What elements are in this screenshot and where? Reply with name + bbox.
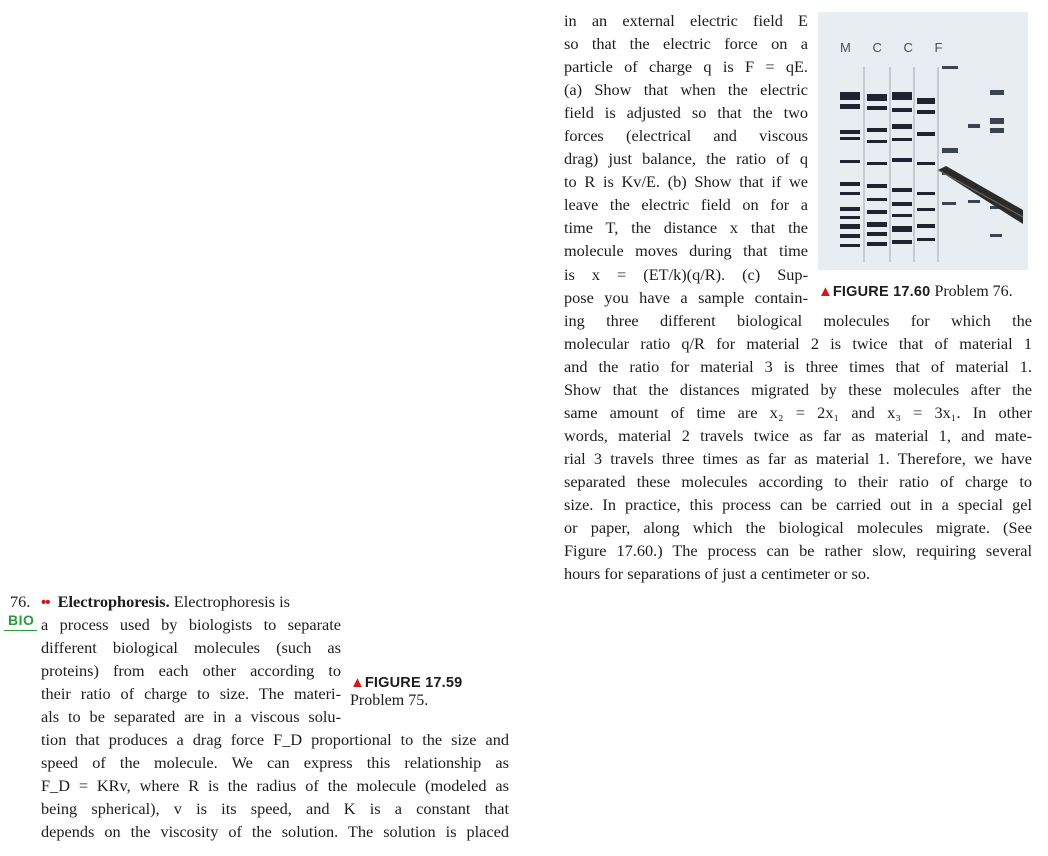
problem-heading-line <box>41 590 341 613</box>
text-line: depends on the viscosity of the solution. The solution is placed <box>41 822 509 842</box>
text-line: separated these molecules according to their ratio of charge to <box>564 471 1032 491</box>
text-line: F_D = KRv, where R is the radius of the molecule (modeled as <box>41 776 509 796</box>
text-line: is x = (ET/k)(q/R). (c) Sup- <box>564 264 808 284</box>
text-line: drag) just balance, the ratio of q <box>564 149 808 169</box>
text-line: their ratio of charge to size. The materi- <box>41 684 341 704</box>
difficulty-dots-icon: •• <box>41 594 50 611</box>
bio-tag-underline <box>4 630 37 631</box>
problem-76-text <box>41 590 341 728</box>
text-line: hours for separations of just a centimeter or so. <box>564 564 871 584</box>
figure-label: FIGURE 17.60 <box>832 284 931 300</box>
figure-17-60-caption <box>818 279 1043 302</box>
text-line: field is adjusted so that the two <box>564 103 808 123</box>
text-line: to R is Kv/E. (b) Show that if we <box>564 172 808 192</box>
figure-caption: Problem 75. <box>350 692 429 710</box>
gel-electrophoresis-photo <box>818 12 1028 270</box>
figure-caption: Problem 76. <box>934 283 1013 300</box>
text-line: ing three different biological molecules for which the <box>564 310 1032 330</box>
text-line: tion that produces a drag force F_D proportional to the size and <box>41 730 509 750</box>
text-line: and the ratio for material 3 is three times that of material 1. <box>564 356 1032 376</box>
problem-title: Electrophoresis. <box>57 592 170 611</box>
text-line: particle of charge q is F = qE. <box>564 57 808 77</box>
text-line: leave the electric field on for a <box>564 195 808 215</box>
right-column-body-text <box>564 309 1032 586</box>
text-line: so that the electric force on a <box>564 34 808 54</box>
text-line: als to be separated are in a viscous solu- <box>41 707 341 727</box>
problem-76-text-wide <box>41 728 509 843</box>
triangle-icon: ▲ <box>818 283 833 300</box>
text-line: molecule moves during that time <box>564 241 808 261</box>
right-column-top-text <box>564 9 808 309</box>
text-line: a process used by biologists to separate <box>41 615 341 635</box>
text-line: pose you have a sample contain- <box>564 287 808 307</box>
figure-label: FIGURE 17.59 <box>364 675 463 691</box>
text-line: rial 3 travels three times as far as material 1. Therefore, we have <box>564 448 1032 468</box>
text-line: different biological molecules (such as <box>41 638 341 658</box>
text-line: speed of the molecule. We can express this relationship as <box>41 753 509 773</box>
triangle-icon: ▲ <box>350 674 365 691</box>
bio-tag: BIO <box>8 612 35 628</box>
text-line: or paper, along which the biological molecules migrate. (See <box>564 518 1032 538</box>
text-line: time T, the distance x that the <box>564 218 808 238</box>
text-line: molecular ratio q/R for material 2 is twice that of material 1 <box>564 333 1032 353</box>
problem-first-line-rest: Electrophoresis is <box>173 592 290 611</box>
problem-number-text: 76. <box>10 592 31 611</box>
text-line: in an external electric field E <box>564 11 808 30</box>
text-line: proteins) from each other according to <box>41 661 341 681</box>
text-line: size. In practice, this process can be carried out in a special gel <box>564 494 1032 514</box>
lane-labels: M C C F <box>840 40 952 55</box>
text-line: Figure 17.60.) The process can be rather slow, requiring several <box>564 541 1032 561</box>
text-line: words, material 2 travels twice as far as material 1, and mate- <box>564 425 1032 445</box>
text-line: same amount of time are x₂ = 2x₁ and x₃ = 3x₁. In other <box>564 402 1032 422</box>
text-line: (a) Show that when the electric <box>564 80 808 100</box>
text-line: Show that the distances migrated by these molecules after the <box>564 379 1032 399</box>
figure-17-59-caption <box>350 670 490 712</box>
text-line: being spherical), v is its speed, and K is a constant that <box>41 799 509 819</box>
text-line: forces (electrical and viscous <box>564 126 808 146</box>
